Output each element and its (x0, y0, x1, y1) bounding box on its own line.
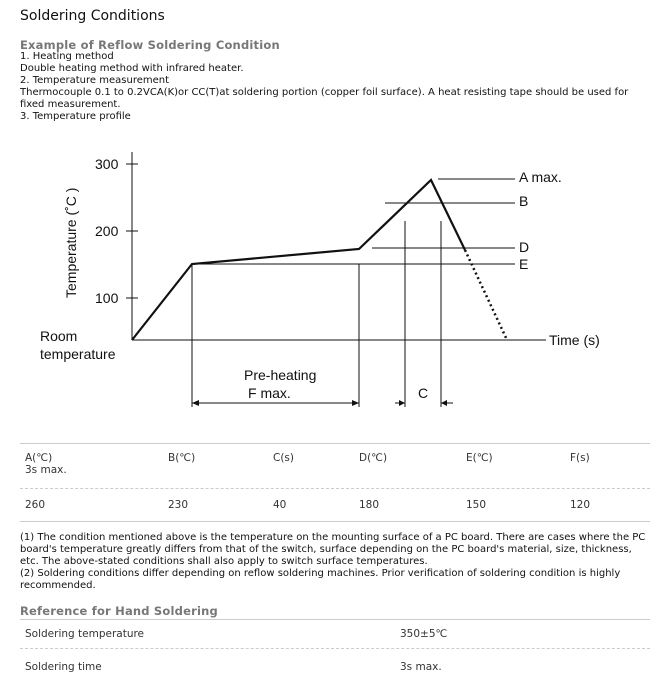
cell: 180 (359, 499, 380, 511)
line: Double heating method with infrared heater. (20, 63, 244, 74)
label-e: E (519, 256, 529, 272)
table-row (20, 489, 650, 522)
page-title: Soldering Conditions (20, 8, 165, 24)
note: (2) Soldering conditions differ depending on reflow soldering machines. Prior verification of soldering condition is highly recommended. (20, 568, 621, 591)
cell: Soldering time (25, 661, 102, 673)
cell: 150 (466, 499, 487, 511)
x-axis-label: Time (s) (549, 332, 600, 348)
reflow-heading: Example of Reflow Soldering Condition (20, 38, 280, 52)
table-row (20, 620, 650, 649)
cell: 3s max. (400, 661, 442, 673)
fmax-label: F max. (248, 385, 291, 401)
table-row (20, 649, 650, 681)
y-tick: 200 (95, 223, 119, 239)
hand-soldering-table (20, 619, 650, 681)
c-label: C (418, 385, 429, 401)
y-tick: 300 (95, 156, 119, 172)
line: 1. Heating method (20, 51, 114, 62)
cell: 230 (168, 499, 189, 511)
cell: 350±5℃ (400, 628, 448, 640)
header-sub: 3s max. (25, 464, 67, 476)
label-a: A max. (519, 169, 562, 185)
line: 3. Temperature profile (20, 111, 131, 122)
cell: 120 (570, 499, 591, 511)
notes (20, 532, 648, 592)
cell: 40 (273, 499, 287, 511)
header-cell: D(℃) (359, 452, 388, 464)
label-d: D (519, 239, 530, 255)
profile-curve (132, 180, 465, 340)
preheat-label: Pre-heating (244, 367, 317, 383)
y-axis-label: Temperature (˚C ) (63, 187, 79, 298)
room-label: temperature (40, 346, 116, 362)
cell: Soldering temperature (25, 628, 145, 640)
header-cell: A(℃) (25, 452, 53, 464)
line: 2. Temperature measurement (20, 75, 170, 86)
header-cell: B(℃) (168, 452, 196, 464)
room-label: Room (40, 328, 78, 344)
note: (1) The condition mentioned above is the temperature on the mounting surface of a PC board. There are cases where the PC board's temperature greatly differs from that of the switch, surface depending on the PC board's material, size, thickness, etc. The above-stated conditions shall also apply to switch surface temperatures. (20, 532, 646, 567)
reflow-table (20, 443, 650, 522)
header-cell: F(s) (570, 452, 590, 464)
cell: 260 (25, 499, 46, 511)
hand-soldering-heading: Reference for Hand Soldering (20, 604, 218, 618)
header-cell: C(s) (273, 452, 294, 464)
line: Thermocouple 0.1 to 0.2VCA(K)or CC(T)at soldering portion (copper foil surface). A heat resisting tape should be used for fixed measurement. (20, 87, 629, 110)
y-tick: 100 (95, 290, 119, 306)
header-cell: E(℃) (466, 452, 493, 464)
label-b: B (519, 193, 529, 209)
table-header-row (20, 444, 650, 489)
